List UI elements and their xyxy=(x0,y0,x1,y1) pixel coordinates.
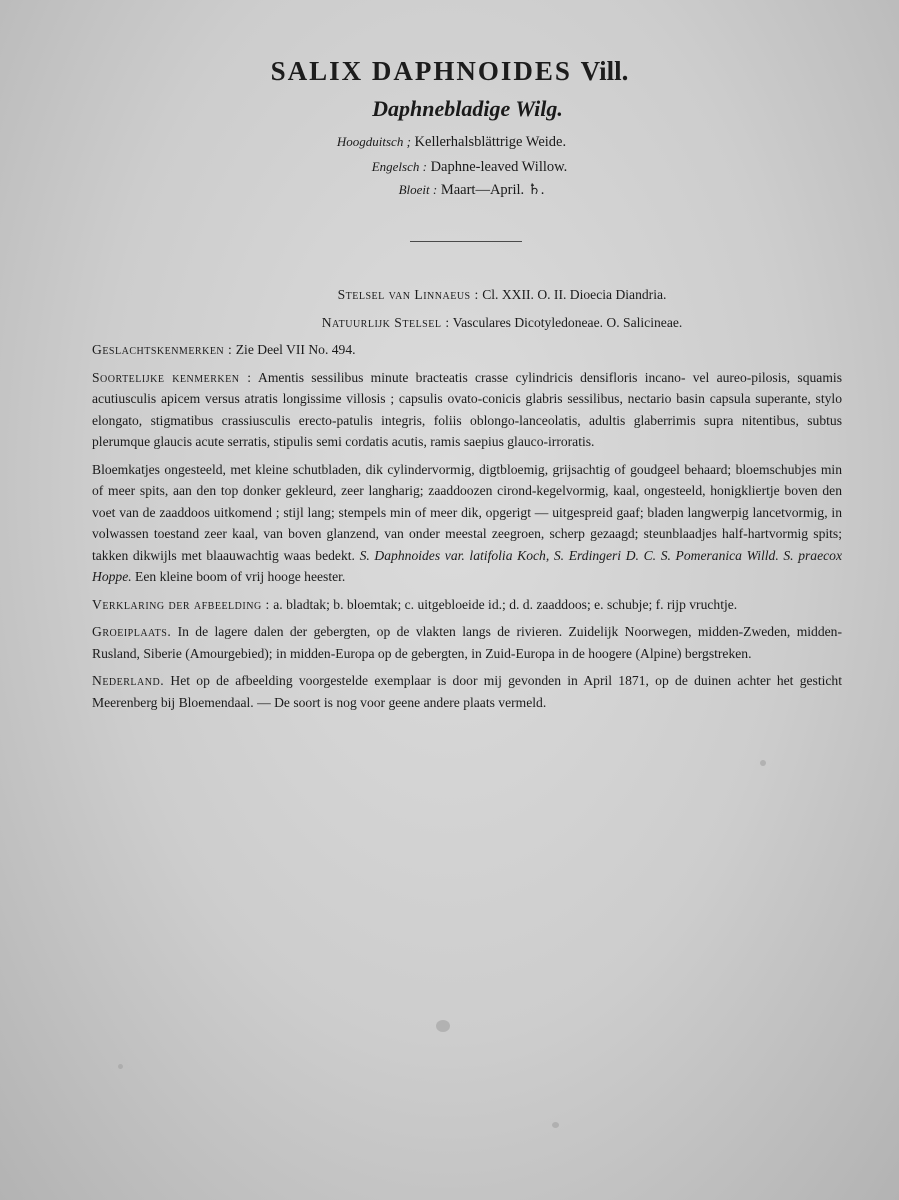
genus-line xyxy=(92,339,842,361)
netherlands-text: Het op de afbeelding voorgestelde exemplaar is door mij gevonden in April 1871, op de duinen achter het gesticht Meerenberg bij Bloemendaal. — De soort is nog voor geene andere plaats vermeld. xyxy=(92,673,843,710)
german-label: Hoogduitsch ; xyxy=(336,134,411,149)
description-text: Bloemkatjes ongesteeld, met kleine schutbladen, dik cylindervormig, digtbloemig, grijsachtig of goudgeel behaard; bloemschubjes min of meer spits, aan den top donker gekleurd, zeer langharig; zaaddoozen cirond-kegelvormig, kaal, ongesteeld, honigkliertje boven den voet van de zaaddoos uitkomend ; stijl lang; stempels min of meer dik, opgerigt — uitgespreid gaaf; bladen langwerpig lancetvormig, in volwassen toestand zeer kaal, van boven glanzend, van onder meestal zeegroen, scherp gezaagd; steunblaadjes half-hartvormig spits; takken dikwijls met blaauwachtig waas bedekt. xyxy=(92,461,842,563)
genus-text: Zie Deel VII No. 494. xyxy=(235,342,356,357)
habitat-text: In de lagere dalen der gebergten, op de vlakten langs de rivieren. Zuidelijk Noorwegen, midden-Zweden, midden-Rusland, Siberie (Amourgebied); in midden-Europa op de gebergten, in Zuid-Europa in de hoogere (Alpine) bergstreken. xyxy=(92,624,842,661)
paper-stain xyxy=(760,760,766,766)
species-label: Soortelijke kenmerken : xyxy=(92,369,252,385)
latin-name: SALIX DAPHNOIDES xyxy=(270,56,572,86)
german-name: Kellerhalsblättrige Weide. xyxy=(414,134,567,150)
description-closing: Een kleine boom of vrij hooge heester. xyxy=(135,569,346,584)
species-characters xyxy=(92,367,842,453)
english-label: Engelsch : xyxy=(371,159,427,174)
netherlands-note xyxy=(92,670,842,713)
netherlands-label: Nederland. xyxy=(92,673,165,688)
bloom-label: Bloeit : xyxy=(398,182,438,197)
paper-stain xyxy=(118,1064,123,1069)
english-name: Daphne-leaved Willow. xyxy=(430,159,568,175)
habitat-label: Groeiplaats. xyxy=(92,624,172,639)
species-text: Amentis sessilibus minute bracteatis crasse cylindricis densifloris incano- vel aureo-pilosis, squamis acutiusculis apicem versus atratis longissime villosis ; capsulis ovato-conicis glabris sessilibus, nectario basin capsula superante, stylo elongato, stigmatibus crassiusculis erecto-patulis integris, foliis oblongo-lanceolatis, adultis glaberrimis supra nitentibus, subtus plerumque glaucis acute serratis, stipulis semi cordatis acutis, ramis saepius glauco-irroratis. xyxy=(92,369,842,449)
linnaeus-line xyxy=(92,284,842,306)
explanation-text: a. bladtak; b. bloemtak; c. uitgebloeide id.; d. d. zaaddoos; e. schubje; f. rijp vruchtje. xyxy=(273,596,738,612)
natural-system-label: Natuurlijk Stelsel : xyxy=(321,314,450,330)
synonyms: S. Daphnoides var. latifolia Koch, S. Erdingeri D. C. S. Pomeranica Willd. S. praecox Hoppe. xyxy=(92,547,842,584)
german-name-line xyxy=(2,134,899,151)
genus-label: Geslachtskenmerken : xyxy=(92,342,233,357)
english-name-line xyxy=(20,159,899,176)
linnaeus-text: Cl. XXII. O. II. Dioecia Diandria. xyxy=(482,287,667,302)
habitat xyxy=(92,621,842,664)
natural-system-line xyxy=(92,312,842,334)
bloom-line xyxy=(22,182,899,199)
paper-stain xyxy=(436,1020,450,1032)
divider-rule xyxy=(410,241,522,242)
explanation-label: Verklaring der afbeelding : xyxy=(92,596,270,612)
plate-explanation xyxy=(92,594,842,616)
dutch-description xyxy=(92,459,842,588)
bloom-period: Maart—April. ♄. xyxy=(440,182,545,198)
paper-stain xyxy=(552,1122,559,1128)
linnaeus-label: Stelsel van Linnaeus : xyxy=(337,287,479,302)
author-abbrev: Vill. xyxy=(580,56,629,86)
description-body xyxy=(92,284,842,719)
species-title xyxy=(0,56,899,87)
dutch-name: Daphnebladige Wilg. xyxy=(372,96,563,121)
natural-system-text: Vasculares Dicotyledoneae. O. Salicineae. xyxy=(452,314,683,330)
